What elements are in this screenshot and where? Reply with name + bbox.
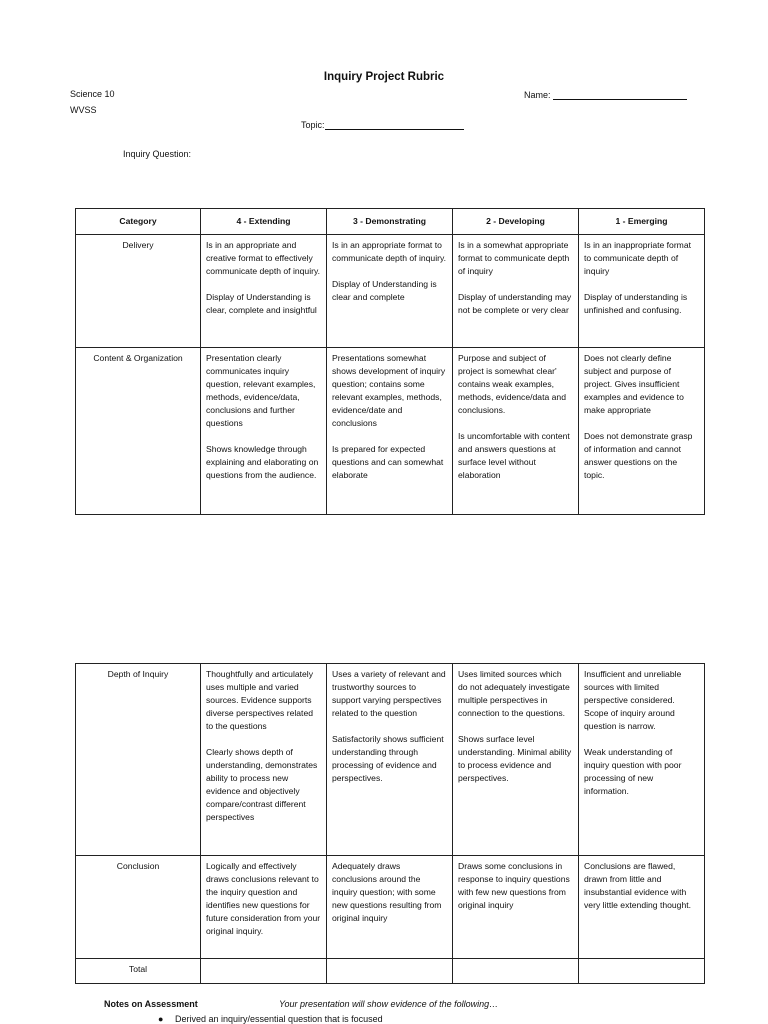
rubric-table-page2: [75, 663, 705, 984]
criteria-cell: [201, 664, 327, 856]
total-row: [76, 959, 705, 984]
criteria-text: Draws some conclusions in response to inquiry questions with few new questions from original inquiry: [458, 861, 570, 910]
name-field: [524, 90, 687, 100]
category-cell: Conclusion: [76, 856, 201, 959]
criteria-cell: [453, 348, 579, 515]
total-label: Total: [76, 959, 201, 984]
criteria-cell: [327, 348, 453, 515]
criteria-text: Uses limited sources which do not adequately investigate multiple perspectives in connection to the questions.: [458, 669, 570, 718]
criteria-text: Shows knowledge through explaining and elaborating on questions from the audience.: [206, 444, 319, 480]
criteria-text: Thoughtfully and articulately uses multiple and varied sources. Evidence supports diverse perspectives related to the questions: [206, 669, 314, 731]
total-score-cell[interactable]: [327, 959, 453, 984]
criteria-cell: [579, 856, 705, 959]
criteria-text: Display of Understanding is clear and complete: [332, 279, 437, 302]
criteria-text: Conclusions are flawed, drawn from little and insubstantial evidence with very little extending thought.: [584, 861, 692, 910]
header-category: Category: [76, 209, 201, 235]
topic-label: Topic:: [301, 120, 325, 130]
criteria-cell: [579, 664, 705, 856]
criteria-text: Does not clearly define subject and purpose of project. Gives insufficient examples and evidence to make appropriate: [584, 353, 684, 415]
course-label: Science 10: [70, 89, 115, 99]
criteria-cell: [453, 235, 579, 348]
criteria-cell: [201, 856, 327, 959]
criteria-cell: [201, 348, 327, 515]
criteria-text: Uses a variety of relevant and trustworthy sources to support varying perspectives related to the question: [332, 669, 446, 718]
criteria-text: Presentation clearly communicates inquiry question, relevant examples, methods, evidence/data, conclusions and further questions: [206, 353, 316, 428]
rubric-row: [76, 664, 705, 856]
name-blank-line: [553, 90, 687, 100]
criteria-text: Weak understanding of inquiry question with poor processing of new information.: [584, 747, 682, 796]
criteria-text: Is uncomfortable with content and answers questions at surface level without elaboration: [458, 431, 570, 480]
page-title: Inquiry Project Rubric: [323, 71, 445, 83]
inquiry-question-label: Inquiry Question:: [123, 149, 192, 159]
criteria-text: Presentations somewhat shows development of inquiry question; contains some relevant examples, methods, evidence/date and conclusions: [332, 353, 446, 428]
criteria-text: Clearly shows depth of understanding, demonstrates ability to process new evidence and objectively compare/contrast different perspectives: [206, 747, 318, 822]
notes-bullet-item: Derived an inquiry/essential question that is focused: [175, 1014, 383, 1024]
header-extending: 4 - Extending: [201, 209, 327, 235]
criteria-text: Does not demonstrate grasp of information and cannot answer questions on the topic.: [584, 431, 693, 480]
criteria-text: Logically and effectively draws conclusions relevant to the inquiry question and identifies new questions for future consideration from your original inquiry.: [206, 861, 321, 936]
criteria-text: Display of understanding may not be complete or very clear: [458, 292, 572, 315]
rubric-row: [76, 235, 705, 348]
topic-blank-line: [325, 120, 464, 130]
header-developing: 2 - Developing: [453, 209, 579, 235]
criteria-text: Is prepared for expected questions and can somewhat elaborate: [332, 444, 444, 480]
header-demonstrating: 3 - Demonstrating: [327, 209, 453, 235]
criteria-text: Is in an inappropriate format to communicate depth of inquiry: [584, 240, 692, 276]
criteria-text: Display of Understanding is clear, complete and insightful: [206, 292, 317, 315]
criteria-cell: [453, 856, 579, 959]
category-cell: Depth of Inquiry: [76, 664, 201, 856]
name-label: Name:: [524, 90, 551, 100]
criteria-cell: [327, 664, 453, 856]
category-cell: Delivery: [76, 235, 201, 348]
rubric-row: [76, 348, 705, 515]
criteria-text: Is in a somewhat appropriate format to communicate depth of inquiry: [458, 240, 570, 276]
category-cell: Content & Organization: [76, 348, 201, 515]
bullet-dot-icon: ●: [158, 1014, 164, 1024]
criteria-cell: [453, 664, 579, 856]
criteria-text: Insufficient and unreliable sources with limited perspective considered. Scope of inquiry around question is narrow.: [584, 669, 682, 731]
rubric-row: [76, 856, 705, 959]
notes-label: Notes on Assessment: [104, 999, 198, 1009]
total-score-cell[interactable]: [579, 959, 705, 984]
rubric-header-row: [76, 209, 705, 235]
criteria-cell: [579, 235, 705, 348]
criteria-text: Adequately draws conclusions around the inquiry question; with some new questions resulting from original inquiry: [332, 861, 442, 923]
header-emerging: 1 - Emerging: [579, 209, 705, 235]
criteria-cell: [579, 348, 705, 515]
criteria-text: Purpose and subject of project is somewhat clear' contains weak examples, methods, evidence/data and conclusions.: [458, 353, 566, 415]
criteria-text: Shows surface level understanding. Minimal ability to process evidence and perspectives.: [458, 734, 572, 783]
criteria-text: Is in an appropriate format to communicate depth of inquiry.: [332, 240, 447, 263]
criteria-cell: [327, 856, 453, 959]
notes-intro: Your presentation will show evidence of the following…: [279, 999, 499, 1009]
rubric-table-page1: [75, 208, 705, 515]
total-score-cell[interactable]: [201, 959, 327, 984]
criteria-text: Satisfactorily shows sufficient understanding through processing of evidence and perspectives.: [332, 734, 444, 783]
topic-field: [301, 120, 464, 130]
criteria-cell: [327, 235, 453, 348]
total-score-cell[interactable]: [453, 959, 579, 984]
criteria-text: Display of understanding is unfinished and confusing.: [584, 292, 688, 315]
school-label: WVSS: [70, 105, 97, 115]
criteria-cell: [201, 235, 327, 348]
criteria-text: Is in an appropriate and creative format to effectively communicate depth of inquiry.: [206, 240, 321, 276]
